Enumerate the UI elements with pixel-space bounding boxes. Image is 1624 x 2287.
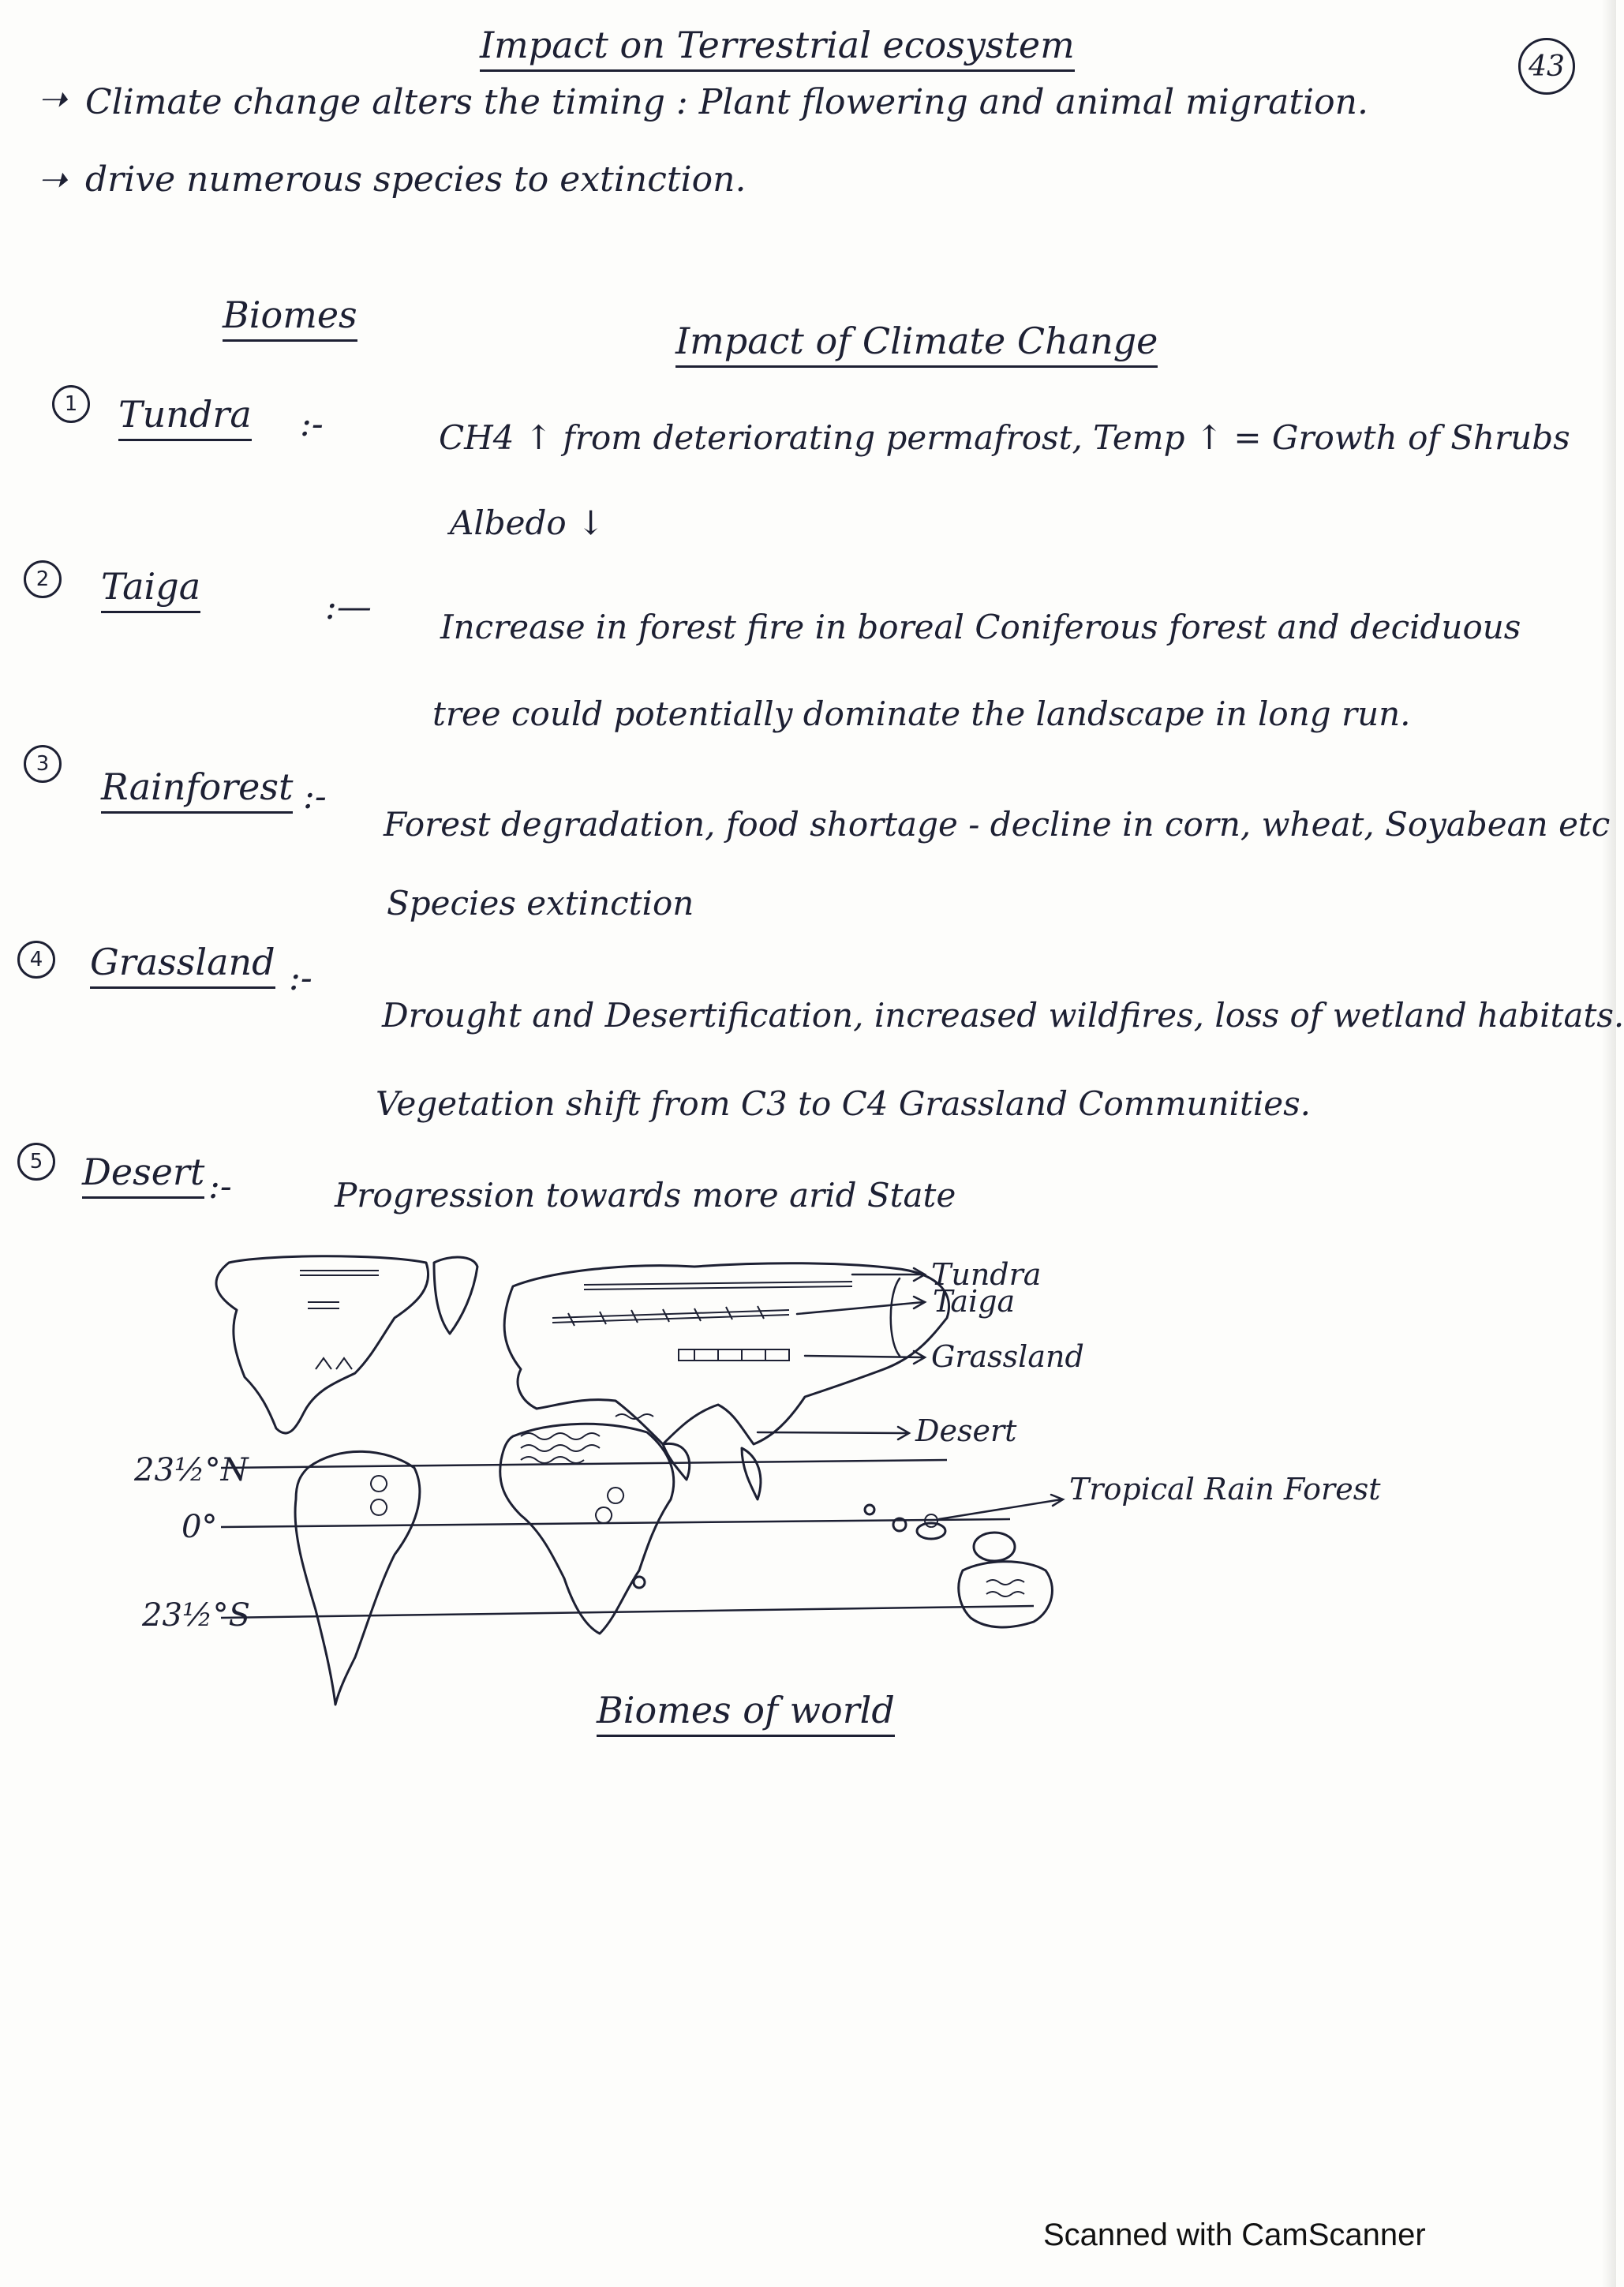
label-tundra: Tundra	[931, 1257, 1042, 1292]
tropic-of-cancer-line	[221, 1460, 947, 1468]
page-number: 43	[1518, 38, 1575, 95]
biome-name-desert: Desert	[82, 1151, 204, 1199]
taiga-hatch	[308, 1302, 789, 1326]
impact-line: Albedo ↓	[450, 503, 605, 542]
label-desert: Desert	[915, 1413, 1017, 1448]
impact-line: tree could potentially dominate the landscape in long run.	[432, 694, 1411, 733]
biome-name-rainforest: Rainforest	[101, 765, 293, 814]
south-america-outline	[295, 1451, 420, 1705]
biome-separator: :-	[208, 1166, 232, 1207]
africa-outline	[500, 1424, 674, 1634]
eurasia-outline	[504, 1263, 949, 1444]
lat-label-south: 23½°S	[142, 1597, 251, 1634]
tundra-hatch	[300, 1271, 852, 1289]
north-america-outline	[216, 1256, 428, 1433]
impact-line: Species extinction	[387, 884, 694, 923]
impact-line: Drought and Desertification, increased wildfires, loss of wetland habitats.	[382, 996, 1624, 1035]
grassland-arrow	[805, 1351, 925, 1364]
desert-arrow	[758, 1427, 909, 1439]
biome-number: 3	[24, 745, 62, 783]
impact-line: Progression towards more arid State	[335, 1176, 956, 1215]
biome-separator: :—	[325, 587, 372, 627]
biome-name-tundra: Tundra	[118, 393, 252, 441]
brace-icon	[891, 1278, 900, 1356]
page-edge-shadow	[1602, 0, 1616, 2287]
biome-name-grassland: Grassland	[90, 941, 275, 989]
biome-number: 4	[17, 941, 55, 979]
tundra-arrow	[852, 1268, 925, 1281]
biome-separator: :-	[289, 958, 312, 998]
lat-label-equator: 0°	[181, 1509, 218, 1545]
label-tropical-rain-forest: Tropical Rain Forest	[1069, 1472, 1381, 1507]
biome-number: 5	[17, 1143, 55, 1181]
bullet-arrow-icon: ➝	[38, 79, 67, 119]
taiga-arrow	[797, 1297, 925, 1314]
bullet-arrow-icon: ➝	[38, 159, 67, 200]
lat-label-north: 23½°N	[134, 1452, 249, 1488]
map-caption: Biomes of world	[597, 1689, 895, 1737]
header-biomes: Biomes	[223, 294, 357, 342]
label-grassland: Grassland	[931, 1339, 1084, 1374]
australia-outline	[959, 1562, 1053, 1627]
biome-separator: :-	[300, 404, 324, 444]
rainforest-arrow	[939, 1495, 1063, 1519]
tropic-of-capricorn-line	[221, 1606, 1034, 1618]
impact-line: Vegetation shift from C3 to C4 Grassland Communities.	[376, 1084, 1312, 1123]
biome-number: 1	[52, 385, 90, 423]
impact-line: Increase in forest fire in boreal Coniferous forest and deciduous	[440, 608, 1521, 646]
impact-line: CH4 ↑ from deteriorating permafrost, Temp ↑ = Growth of Shrubs	[439, 418, 1570, 457]
bullet-line-2: drive numerous species to extinction.	[85, 159, 747, 200]
page-title: Impact on Terrestrial ecosystem	[480, 24, 1075, 72]
biomes-world-map	[134, 1231, 1381, 1744]
label-taiga: Taiga	[933, 1284, 1016, 1319]
biome-number: 2	[24, 560, 62, 598]
biome-separator: :-	[303, 777, 327, 817]
scanner-watermark: Scanned with CamScanner	[1043, 2218, 1426, 2252]
greenland-outline	[434, 1257, 477, 1334]
impact-line: Forest degradation, food shortage - decline in corn, wheat, Soyabean etc	[384, 805, 1611, 844]
biome-name-taiga: Taiga	[101, 565, 200, 613]
rainforest-marks	[371, 1476, 937, 1527]
header-impact: Impact of Climate Change	[675, 320, 1158, 368]
bullet-line-1: Climate change alters the timing : Plant flowering and animal migration.	[85, 82, 1368, 122]
grassland-marks	[316, 1349, 789, 1369]
equator-line	[221, 1519, 1010, 1527]
